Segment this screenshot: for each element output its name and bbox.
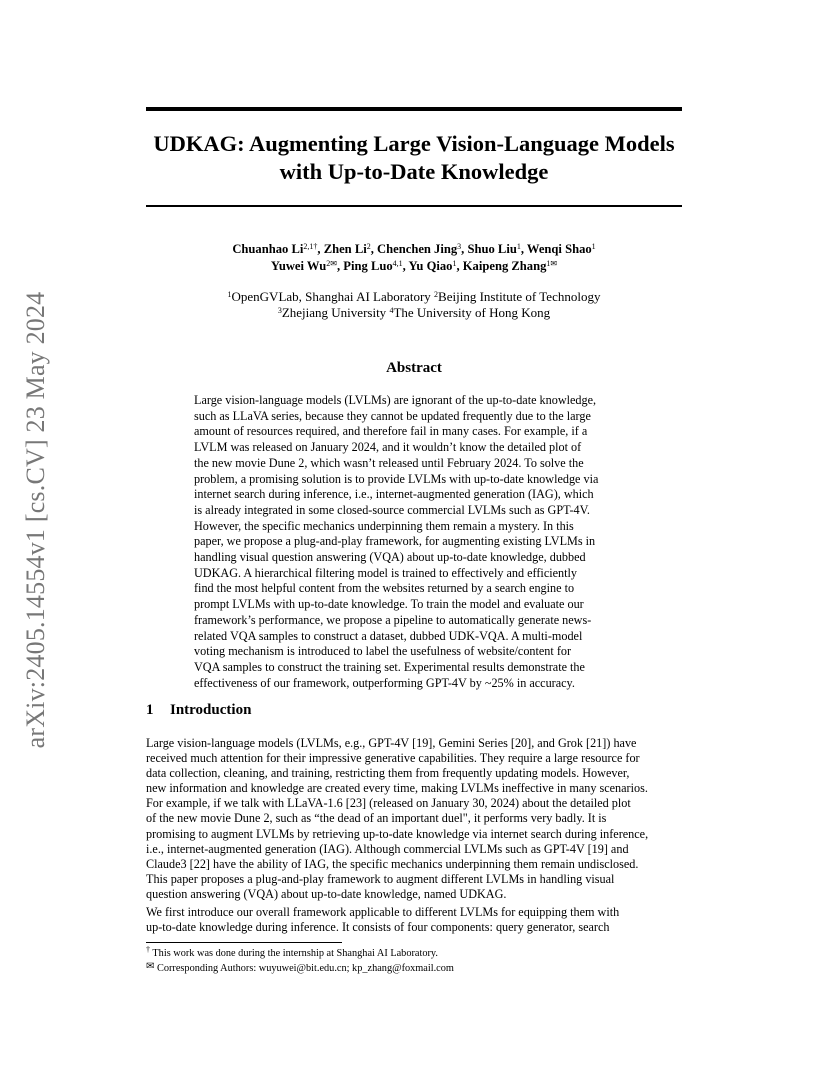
title-bottom-rule	[146, 205, 682, 207]
text-line: such as LLaVA series, because they cannot be updated frequently due to the large	[194, 408, 591, 423]
author-affil-mark: 1	[452, 259, 457, 268]
author-affil-mark: 3	[457, 242, 462, 251]
affiliation-line	[146, 305, 682, 321]
text-line: However, the specific mechanics underpinning them remain a mystery. In this	[194, 518, 574, 533]
text-line: Large vision-language models (LVLMs, e.g., GPT-4V [19], Gemini Series [20], and Grok [21]) have	[146, 736, 637, 750]
footnote	[146, 961, 454, 976]
author-affil-mark: 2	[366, 242, 371, 251]
text-line: UDKAG. A hierarchical filtering model is trained to effectively and efficiently	[194, 565, 577, 580]
text-line: problem, a promising solution is to provide LVLMs with up-to-date knowledge via	[194, 471, 599, 486]
text-line: find the most helpful content from the websites returned by a search engine to	[194, 581, 575, 596]
footnote	[146, 946, 454, 961]
author-affil-mark: 1	[516, 242, 521, 251]
author-name: Chenchen Jing	[377, 242, 458, 256]
text-line: For example, if we talk with LLaVA-1.6 [23] (released on January 30, 2024) about the detailed plot	[146, 796, 631, 811]
author-affil-mark: 2,1†	[303, 242, 318, 251]
section-title: Introduction	[170, 702, 252, 718]
footnote-rule	[146, 942, 342, 943]
author-name: Yu Qiao	[408, 259, 453, 273]
text-line: Claude3 [22] have the ability of IAG, the specific mechanics underpinning them remain undisclosed.	[146, 856, 639, 871]
section-number: 1	[146, 702, 154, 718]
affiliation: Beijing Institute of Technology	[438, 289, 601, 304]
arxiv-sidebar	[16, 280, 56, 760]
author-name: Wenqi Shao	[526, 242, 592, 256]
text-line: We first introduce our overall framework applicable to different LVLMs for equipping them with	[146, 905, 620, 919]
author-affil-mark: 4,1	[392, 259, 403, 268]
intro-paragraph-2	[146, 905, 686, 935]
title-line: with Up-to-Date Knowledge	[279, 159, 549, 184]
text-line: voting mechanism is introduced to label the usefulness of website/content for	[194, 644, 572, 659]
text-line: This paper proposes a plug-and-play framework to augment different LVLMs in handling visual	[146, 871, 615, 886]
text-line: new information and knowledge are created every time, making LVLMs ineffective in many scenarios.	[146, 781, 648, 796]
affiliation-line	[146, 289, 682, 305]
text-line: internet search during inference, i.e., internet-augmented generation (IAG), which	[194, 487, 594, 502]
arxiv-identifier: arXiv:2405.14554v1 [cs.CV] 23 May 2024	[21, 291, 50, 749]
author-affil-mark: 1✉	[546, 259, 558, 268]
text-line: is already integrated in some closed-source commercial LVLMs such as GPT-4V.	[194, 502, 590, 517]
author-name: Chuanhao Li	[232, 242, 304, 256]
affil-mark: 2	[434, 290, 439, 299]
author-name: Zhen Li	[323, 242, 367, 256]
author-affil-mark: 1	[591, 242, 596, 251]
affiliation-list	[146, 289, 682, 321]
text-line: prompt LVLMs with up-to-date knowledge. To train the model and evaluate our	[194, 597, 584, 612]
footnote-text: Corresponding Authors: wuyuwei@bit.edu.cn; kp_zhang@foxmail.com	[156, 963, 454, 974]
footnote-mark: †	[146, 945, 150, 954]
text-line: VQA samples to construct the training set. Experimental results demonstrate the	[194, 659, 585, 674]
affiliation: OpenGVLab, Shanghai AI Laboratory	[231, 289, 431, 304]
text-line: received much attention for their impressive generative capabilities. They require a large resource for	[146, 751, 640, 766]
text-line: up-to-date knowledge during inference. It consists of four components: query generator, search	[146, 920, 610, 935]
author-name: Kaipeng Zhang	[462, 259, 547, 273]
abstract-heading: Abstract	[386, 360, 442, 376]
author-line: Chuanhao $Li^{2,1\dagger}$, Zhen Li$^2$, Chenchen Jing$^3$, Shuo Liu$^1$, Wenqi Shao$^1$	[232, 242, 596, 256]
affiliation: The University of Hong Kong	[393, 305, 551, 320]
text-line: data collection, cleaning, and training, restricting them from frequently updating models. However,	[146, 766, 630, 781]
text-line: related VQA samples to construct a dataset, dubbed UDK-VQA. A multi-model	[194, 628, 583, 643]
footnotes	[146, 946, 454, 976]
author-name: Yuwei Wu	[270, 259, 327, 273]
author-name: Ping Luo	[343, 259, 393, 273]
affil-mark: 3	[277, 306, 282, 315]
author-name: Shuo Liu	[467, 242, 517, 256]
intro-paragraph-1	[146, 736, 686, 902]
text-line: the new movie Dune 2, which wasn’t released until February 2024. To solve the	[194, 455, 584, 470]
text-line: i.e., internet-augmented generation (IAG). Although commercial LVLMs such as GPT-4V [19] and	[146, 841, 629, 856]
author-list	[146, 241, 682, 275]
title-line: UDKAG: Augmenting Large Vision-Language Models	[153, 131, 675, 156]
text-line: promising to augment LVLMs by retrieving up-to-date knowledge via internet search during inference,	[146, 826, 649, 841]
text-line: handling visual question answering (VQA) about up-to-date knowledge, dubbed	[194, 550, 586, 565]
footnote-text: This work was done during the internship at Shanghai AI Laboratory.	[152, 948, 438, 959]
text-line: question answering (VQA) about up-to-date knowledge, named UDKAG.	[146, 886, 507, 901]
text-line: LVLM was released on January 2024, and it wouldn’t know the detailed plot of	[194, 440, 582, 455]
affiliation: Zhejiang University	[281, 305, 387, 320]
paper-title	[146, 130, 682, 186]
author-line: Yuwei $Wu^{2✉}$, Ping Luo$^{4,1}$, Yu Qiao$^1$, Kaipeng Zhang$^{1✉}$	[270, 259, 558, 273]
text-line: of the new movie Dune 2, such as “the dead of an important duel", it performs very badly. It is	[146, 811, 607, 826]
envelope-icon: ✉	[146, 961, 155, 972]
title-top-rule	[146, 107, 682, 111]
text-line: framework’s performance, we propose a pipeline to automatically generate news-	[194, 612, 592, 627]
affil-mark: 4	[389, 306, 394, 315]
abstract-body	[194, 393, 634, 691]
text-line: paper, we propose a plug-and-play framework, for augmenting existing LVLMs in	[194, 534, 596, 549]
text-line: amount of resources required, and therefore fail in many cases. For example, if a	[194, 424, 588, 439]
section-heading	[146, 702, 251, 719]
text-line: effectiveness of our framework, outperforming GPT-4V by ~25% in accuracy.	[194, 675, 575, 690]
affil-mark: 1	[227, 290, 232, 299]
author-affil-mark: 2✉	[326, 259, 337, 268]
text-line: Large vision-language models (LVLMs) are ignorant of the up-to-date knowledge,	[194, 393, 597, 407]
